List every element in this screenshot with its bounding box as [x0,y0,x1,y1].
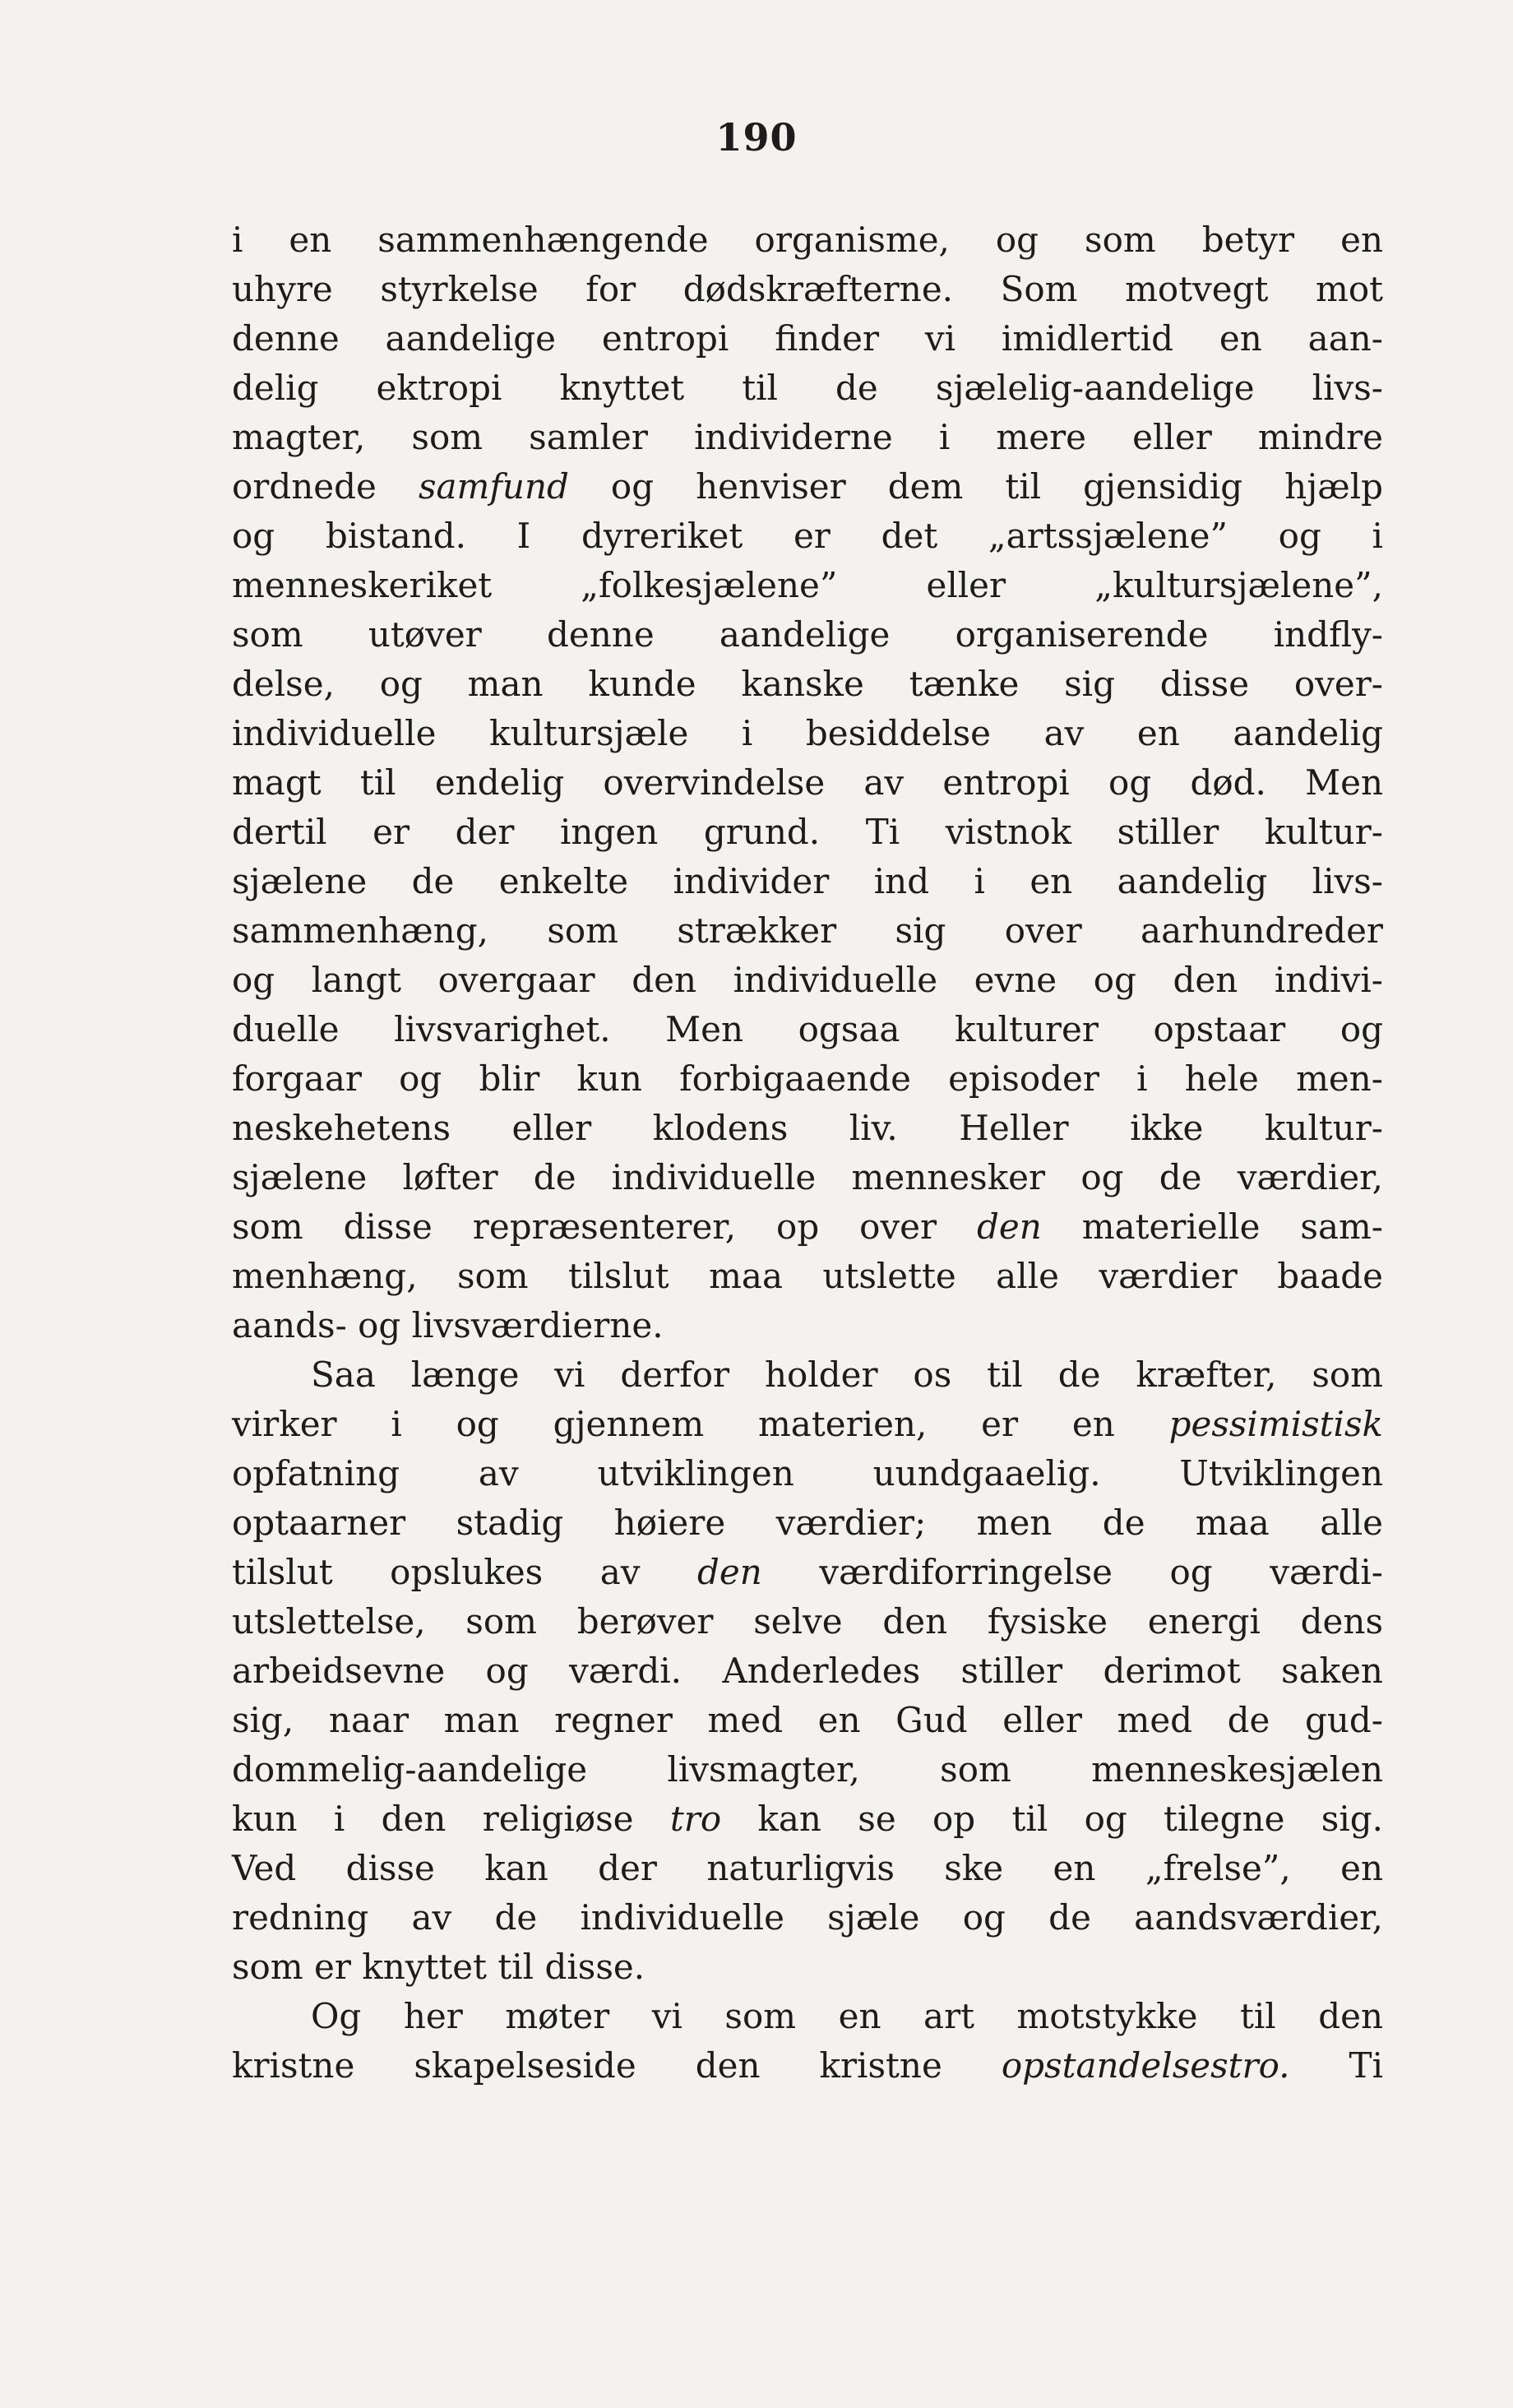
text-line: opfatning av utviklingen uundgaaelig. Utviklingen [232,1453,1383,1493]
text-line: aands- og livsværdierne. [232,1305,664,1345]
text-line: utslettelse, som berøver selve den fysiske energi dens [232,1601,1383,1642]
text-line [232,2041,1383,2091]
text-segment: som disse repræsenterer, op over [232,1206,978,1247]
emphasized-word: den [697,1552,762,1592]
emphasized-word: opstandelsestro. [1001,2045,1290,2086]
page-number: 190 [715,115,798,160]
text-line [232,1400,1383,1449]
text-line: menneskeriket „folkesjælene” eller „kultursjælene”, [232,565,1383,605]
text-line: Og her møter vi som en art motstykke til den [311,1996,1383,2036]
text-segment: virker i og gjennem materien, er en [232,1404,1169,1444]
text-line: som er knyttet til disse. [232,1947,645,1987]
text-segment: kristne skapelseside den kristne [232,2045,1002,2086]
text-segment: materielle sam- [1041,1206,1384,1247]
text-line: dommelig-aandelige livsmagter, som menneskesjælen [232,1749,1383,1790]
text-segment: kan se op til og tilegne sig. [721,1799,1383,1839]
text-line: magt til endelig overvindelse av entropi og død. Men [232,762,1383,803]
text-line: individuelle kultursjæle i besiddelse av en aandelig [232,713,1383,753]
text-line: og bistand. I dyreriket er det „artssjælene” og i [232,516,1383,556]
text-segment: og henviser dem til gjensidig hjælp [568,466,1384,507]
text-segment: værdiforringelse og værdi- [761,1552,1384,1592]
body-text [232,215,1383,2091]
text-line: som utøver denne aandelige organiserende indfly- [232,614,1383,655]
text-segment: tilslut opslukes av [232,1552,698,1592]
text-line: sig, naar man regner med en Gud eller med de gud- [232,1700,1383,1740]
emphasized-word: tro [669,1799,722,1839]
text-line: Saa længe vi derfor holder os til de kræfter, som [311,1354,1383,1395]
text-line: denne aandelige entropi finder vi imidlertid en aan- [232,318,1383,359]
text-segment: kun i den religiøse [232,1799,670,1839]
text-line: sammenhæng, som strækker sig over aarhundreder [232,910,1383,951]
text-line: delse, og man kunde kanske tænke sig disse over- [232,664,1383,704]
emphasized-word: samfund [418,466,569,507]
text-line: neskehetens eller klodens liv. Heller ikke kultur- [232,1108,1383,1148]
text-line: redning av de individuelle sjæle og de aandsværdier, [232,1897,1383,1938]
text-line: arbeidsevne og værdi. Anderledes stiller derimot saken [232,1651,1383,1691]
text-line: delig ektropi knyttet til de sjælelig-aandelige livs- [232,368,1383,408]
text-line: uhyre styrkelse for dødskræfterne. Som motvegt mot [232,269,1383,309]
text-line: menhæng, som tilslut maa utslette alle værdier baade [232,1256,1383,1296]
text-line: og langt overgaar den individuelle evne og den indivi- [232,960,1383,1000]
text-line: duelle livsvarighet. Men ogsaa kulturer opstaar og [232,1009,1383,1049]
text-line [232,462,1383,512]
text-line: i en sammenhængende organisme, og som betyr en [232,220,1383,260]
text-line: optaarner stadig høiere værdier; men de maa alle [232,1503,1383,1543]
text-segment: Ti [1289,2045,1383,2086]
text-line: sjælene løfter de individuelle mennesker og de værdier, [232,1157,1383,1197]
text-segment: ordnede [232,466,419,507]
emphasized-word: den [977,1206,1042,1247]
text-line: magter, som samler individerne i mere eller mindre [232,417,1383,457]
emphasized-word: pessimistisk [1168,1404,1383,1444]
text-line [232,1794,1383,1844]
text-line: sjælene de enkelte individer ind i en aandelig livs- [232,861,1383,901]
text-line [232,1548,1383,1597]
text-line: Ved disse kan der naturligvis ske en „frelse”, en [232,1848,1383,1888]
text-line [232,1202,1383,1252]
text-line: forgaar og blir kun forbigaaende episoder i hele men- [232,1058,1383,1099]
text-line: dertil er der ingen grund. Ti vistnok stiller kultur- [232,812,1383,852]
